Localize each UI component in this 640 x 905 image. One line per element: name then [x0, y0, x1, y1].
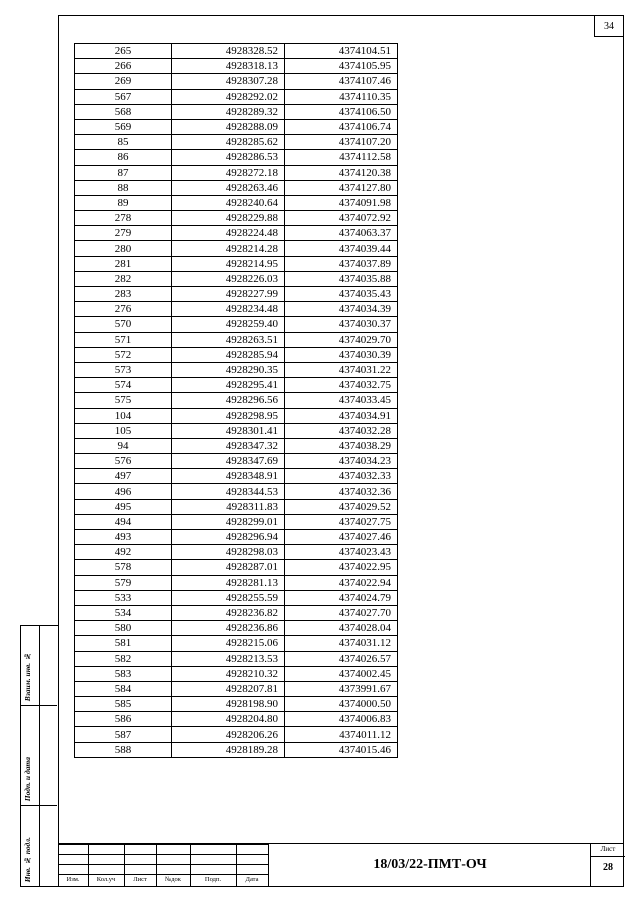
point-id-cell: 578: [75, 560, 172, 575]
y-coordinate-cell: 4374063.37: [285, 226, 398, 241]
table-row: [75, 393, 398, 408]
x-coordinate-cell: 4928255.59: [172, 590, 285, 605]
x-coordinate-cell: 4928348.91: [172, 469, 285, 484]
point-id-cell: 583: [75, 666, 172, 681]
y-coordinate-cell: 4374106.74: [285, 119, 398, 134]
y-coordinate-cell: 4374034.23: [285, 454, 398, 469]
point-id-cell: 279: [75, 226, 172, 241]
table-row: [75, 362, 398, 377]
table-row: [75, 530, 398, 545]
y-coordinate-cell: 4374035.43: [285, 287, 398, 302]
y-coordinate-cell: 4374011.12: [285, 727, 398, 742]
table-row: [75, 241, 398, 256]
y-coordinate-cell: 4374120.38: [285, 165, 398, 180]
table-row: [75, 727, 398, 742]
point-id-cell: 575: [75, 393, 172, 408]
y-coordinate-cell: 4374038.29: [285, 438, 398, 453]
x-coordinate-cell: 4928287.01: [172, 560, 285, 575]
point-id-cell: 281: [75, 256, 172, 271]
y-coordinate-cell: 4374015.46: [285, 742, 398, 757]
revision-headers: [58, 876, 268, 883]
x-coordinate-cell: 4928298.03: [172, 545, 285, 560]
x-coordinate-cell: 4928210.32: [172, 666, 285, 681]
x-coordinate-cell: 4928307.28: [172, 74, 285, 89]
y-coordinate-cell: 4374029.52: [285, 499, 398, 514]
side-label-original: Инв. № подл.: [23, 836, 32, 882]
x-coordinate-cell: 4928344.53: [172, 484, 285, 499]
x-coordinate-cell: 4928288.09: [172, 119, 285, 134]
x-coordinate-cell: 4928236.82: [172, 605, 285, 620]
table-row: [75, 499, 398, 514]
table-row: [75, 742, 398, 757]
point-id-cell: 278: [75, 211, 172, 226]
point-id-cell: 533: [75, 590, 172, 605]
y-coordinate-cell: 4374037.89: [285, 256, 398, 271]
point-id-cell: 571: [75, 332, 172, 347]
table-row: [75, 514, 398, 529]
point-id-cell: 105: [75, 423, 172, 438]
table-row: [75, 651, 398, 666]
point-id-cell: 493: [75, 530, 172, 545]
x-coordinate-cell: 4928236.86: [172, 621, 285, 636]
table-row: [75, 408, 398, 423]
table-row: [75, 636, 398, 651]
x-coordinate-cell: 4928347.32: [172, 438, 285, 453]
point-id-cell: 569: [75, 119, 172, 134]
x-coordinate-cell: 4928311.83: [172, 499, 285, 514]
point-id-cell: 567: [75, 89, 172, 104]
table-row: [75, 226, 398, 241]
point-id-cell: 87: [75, 165, 172, 180]
point-id-cell: 280: [75, 241, 172, 256]
x-coordinate-cell: 4928298.95: [172, 408, 285, 423]
y-coordinate-cell: 4374028.04: [285, 621, 398, 636]
y-coordinate-cell: 4374022.94: [285, 575, 398, 590]
x-coordinate-cell: 4928290.35: [172, 362, 285, 377]
table-row: [75, 681, 398, 696]
table-row: [75, 423, 398, 438]
point-id-cell: 588: [75, 742, 172, 757]
point-id-cell: 495: [75, 499, 172, 514]
x-coordinate-cell: 4928295.41: [172, 378, 285, 393]
side-cell-exchange: [21, 626, 57, 706]
table-row: [75, 195, 398, 210]
side-label-signature: Подп. и дата: [23, 756, 32, 801]
table-row: [75, 59, 398, 74]
y-coordinate-cell: 4374032.28: [285, 423, 398, 438]
y-coordinate-cell: 4374091.98: [285, 195, 398, 210]
y-coordinate-cell: 4374026.57: [285, 651, 398, 666]
point-id-cell: 579: [75, 575, 172, 590]
y-coordinate-cell: 4374032.33: [285, 469, 398, 484]
x-coordinate-cell: 4928198.90: [172, 697, 285, 712]
x-coordinate-cell: 4928292.02: [172, 89, 285, 104]
x-coordinate-cell: 4928240.64: [172, 195, 285, 210]
side-cell-original: [21, 806, 57, 886]
point-id-cell: 89: [75, 195, 172, 210]
y-coordinate-cell: 4374006.83: [285, 712, 398, 727]
point-id-cell: 581: [75, 636, 172, 651]
x-coordinate-cell: 4928281.13: [172, 575, 285, 590]
point-id-cell: 496: [75, 484, 172, 499]
point-id-cell: 587: [75, 727, 172, 742]
point-id-cell: 574: [75, 378, 172, 393]
table-row: [75, 560, 398, 575]
x-coordinate-cell: 4928204.80: [172, 712, 285, 727]
point-id-cell: 573: [75, 362, 172, 377]
table-row: [75, 347, 398, 362]
table-row: [75, 438, 398, 453]
x-coordinate-cell: 4928272.18: [172, 165, 285, 180]
point-id-cell: 568: [75, 104, 172, 119]
header-date: Дата: [245, 876, 259, 883]
point-id-cell: 582: [75, 651, 172, 666]
y-coordinate-cell: 4374039.44: [285, 241, 398, 256]
revision-grid: [58, 844, 268, 888]
table-row: [75, 211, 398, 226]
table-row: [75, 332, 398, 347]
table-row: [75, 590, 398, 605]
x-coordinate-cell: 4928289.32: [172, 104, 285, 119]
table-row: [75, 89, 398, 104]
point-id-cell: 497: [75, 469, 172, 484]
table-row: [75, 302, 398, 317]
page-number: 34: [594, 15, 624, 37]
table-row: [75, 287, 398, 302]
point-id-cell: 570: [75, 317, 172, 332]
x-coordinate-cell: 4928296.94: [172, 530, 285, 545]
x-coordinate-cell: 4928189.28: [172, 742, 285, 757]
sheet-divider: [591, 856, 625, 857]
y-coordinate-cell: 4374023.43: [285, 545, 398, 560]
table-row: [75, 621, 398, 636]
header-signature: Подп.: [204, 876, 222, 883]
y-coordinate-cell: 4374029.70: [285, 332, 398, 347]
table-row: [75, 545, 398, 560]
point-id-cell: 94: [75, 438, 172, 453]
x-coordinate-cell: 4928214.28: [172, 241, 285, 256]
x-coordinate-cell: 4928207.81: [172, 681, 285, 696]
point-id-cell: 585: [75, 697, 172, 712]
table-row: [75, 317, 398, 332]
y-coordinate-cell: 4374034.91: [285, 408, 398, 423]
table-row: [75, 135, 398, 150]
point-id-cell: 265: [75, 44, 172, 59]
y-coordinate-cell: 4374031.12: [285, 636, 398, 651]
table-row: [75, 469, 398, 484]
table-row: [75, 44, 398, 59]
x-coordinate-cell: 4928206.26: [172, 727, 285, 742]
x-coordinate-cell: 4928296.56: [172, 393, 285, 408]
table-row: [75, 165, 398, 180]
point-id-cell: 492: [75, 545, 172, 560]
table-row: [75, 484, 398, 499]
header-change: Изм.: [66, 876, 80, 883]
point-id-cell: 586: [75, 712, 172, 727]
sheet-box: [590, 844, 625, 886]
y-coordinate-cell: 4374000.50: [285, 697, 398, 712]
y-coordinate-cell: 4374106.50: [285, 104, 398, 119]
x-coordinate-cell: 4928328.52: [172, 44, 285, 59]
point-id-cell: 584: [75, 681, 172, 696]
table-row: [75, 256, 398, 271]
table-row: [75, 575, 398, 590]
y-coordinate-cell: 4374030.39: [285, 347, 398, 362]
x-coordinate-cell: 4928285.94: [172, 347, 285, 362]
table-row: [75, 119, 398, 134]
x-coordinate-cell: 4928226.03: [172, 271, 285, 286]
y-coordinate-cell: 4374027.46: [285, 530, 398, 545]
coordinates-table-body: [75, 44, 398, 758]
table-row: [75, 74, 398, 89]
y-coordinate-cell: 4373991.67: [285, 681, 398, 696]
y-coordinate-cell: 4374031.22: [285, 362, 398, 377]
title-block: [58, 843, 624, 887]
table-row: [75, 454, 398, 469]
x-coordinate-cell: 4928229.88: [172, 211, 285, 226]
header-count: Кол.уч: [96, 876, 116, 883]
x-coordinate-cell: 4928214.95: [172, 256, 285, 271]
coordinates-table: [74, 43, 398, 758]
header-doc: №док: [165, 876, 181, 883]
point-id-cell: 576: [75, 454, 172, 469]
point-id-cell: 104: [75, 408, 172, 423]
table-row: [75, 712, 398, 727]
y-coordinate-cell: 4374034.39: [285, 302, 398, 317]
table-row: [75, 666, 398, 681]
x-coordinate-cell: 4928318.13: [172, 59, 285, 74]
point-id-cell: 494: [75, 514, 172, 529]
y-coordinate-cell: 4374104.51: [285, 44, 398, 59]
y-coordinate-cell: 4374105.95: [285, 59, 398, 74]
y-coordinate-cell: 4374127.80: [285, 180, 398, 195]
y-coordinate-cell: 4374022.95: [285, 560, 398, 575]
y-coordinate-cell: 4374033.45: [285, 393, 398, 408]
y-coordinate-cell: 4374027.75: [285, 514, 398, 529]
header-sheet: Лист: [133, 876, 147, 883]
side-stamp: [20, 625, 58, 887]
point-id-cell: 88: [75, 180, 172, 195]
y-coordinate-cell: 4374032.75: [285, 378, 398, 393]
x-coordinate-cell: 4928263.51: [172, 332, 285, 347]
table-row: [75, 697, 398, 712]
x-coordinate-cell: 4928286.53: [172, 150, 285, 165]
y-coordinate-cell: 4374032.36: [285, 484, 398, 499]
point-id-cell: 269: [75, 74, 172, 89]
point-id-cell: 534: [75, 605, 172, 620]
x-coordinate-cell: 4928299.01: [172, 514, 285, 529]
point-id-cell: 282: [75, 271, 172, 286]
x-coordinate-cell: 4928227.99: [172, 287, 285, 302]
x-coordinate-cell: 4928259.40: [172, 317, 285, 332]
y-coordinate-cell: 4374107.20: [285, 135, 398, 150]
y-coordinate-cell: 4374035.88: [285, 271, 398, 286]
y-coordinate-cell: 4374027.70: [285, 605, 398, 620]
y-coordinate-cell: 4374110.35: [285, 89, 398, 104]
table-row: [75, 104, 398, 119]
y-coordinate-cell: 4374030.37: [285, 317, 398, 332]
x-coordinate-cell: 4928215.06: [172, 636, 285, 651]
point-id-cell: 572: [75, 347, 172, 362]
side-label-exchange: Взаим. инв. №: [23, 651, 32, 701]
point-id-cell: 266: [75, 59, 172, 74]
y-coordinate-cell: 4374002.45: [285, 666, 398, 681]
x-coordinate-cell: 4928301.41: [172, 423, 285, 438]
x-coordinate-cell: 4928263.46: [172, 180, 285, 195]
sheet-label: Лист: [600, 845, 616, 853]
y-coordinate-cell: 4374024.79: [285, 590, 398, 605]
point-id-cell: 276: [75, 302, 172, 317]
x-coordinate-cell: 4928347.69: [172, 454, 285, 469]
point-id-cell: 86: [75, 150, 172, 165]
table-row: [75, 180, 398, 195]
side-cell-signature: [21, 706, 57, 806]
x-coordinate-cell: 4928213.53: [172, 651, 285, 666]
table-row: [75, 150, 398, 165]
y-coordinate-cell: 4374107.46: [285, 74, 398, 89]
x-coordinate-cell: 4928285.62: [172, 135, 285, 150]
y-coordinate-cell: 4374112.58: [285, 150, 398, 165]
x-coordinate-cell: 4928234.48: [172, 302, 285, 317]
sheet-number: 28: [603, 862, 613, 873]
table-row: [75, 271, 398, 286]
document-number: 18/03/22-ПМТ-ОЧ: [268, 844, 591, 886]
point-id-cell: 85: [75, 135, 172, 150]
point-id-cell: 580: [75, 621, 172, 636]
table-row: [75, 378, 398, 393]
point-id-cell: 283: [75, 287, 172, 302]
x-coordinate-cell: 4928224.48: [172, 226, 285, 241]
y-coordinate-cell: 4374072.92: [285, 211, 398, 226]
table-row: [75, 605, 398, 620]
